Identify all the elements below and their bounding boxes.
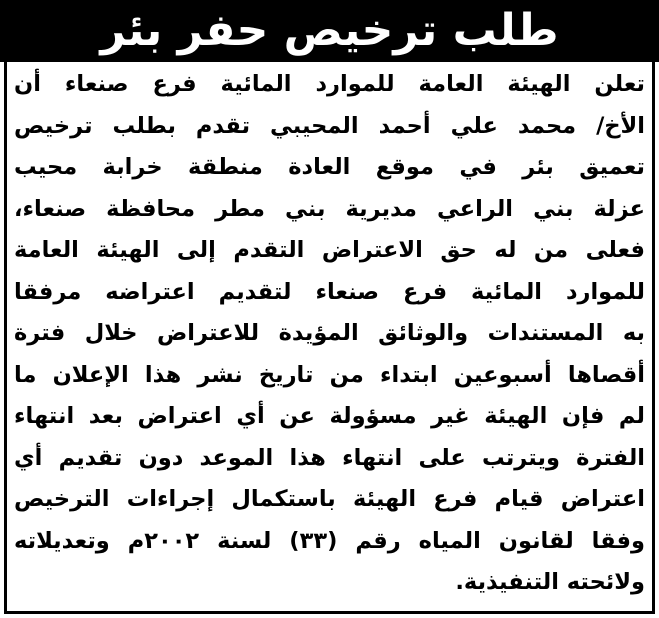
body-line-6: للموارد المائية فرع صنعاء لتقديم اعتراضه مرفقا	[14, 278, 645, 305]
notice-body	[14, 64, 645, 604]
body-line-9: لم فإن الهيئة غير مسؤولة عن أي اعتراض بعد انتهاء	[14, 403, 645, 429]
body-line-5: فعلى من له حق الاعتراض التقدم إلى الهيئة العامة	[14, 237, 645, 263]
body-line-10: الفترة ويترتب على انتهاء هذا الموعد دون تقديم أي	[14, 444, 645, 471]
body-line-2: الأخ/ محمد علي أحمد المحيبي تقدم بطلب ترخيص	[14, 112, 645, 139]
notice-title: طلب ترخيص حفر بئر	[100, 5, 559, 56]
body-line-8: أقصاها أسبوعين ابتداء من تاريخ نشر هذا الإعلان ما	[14, 361, 645, 388]
body-line-12: وفقا لقانون المياه رقم (٣٣) لسنة ٢٠٠٢م وتعديلاته	[14, 527, 645, 554]
title-bar	[0, 0, 659, 62]
body-line-11: اعتراض قيام فرع الهيئة باستكمال إجراءات الترخيص	[14, 486, 645, 512]
body-line-3: تعميق بئر في موقع العادة منطقة خرابة محيب	[14, 154, 645, 180]
body-line-4: عزلة بني الراعي مديرية بني مطر محافظة صنعاء،	[14, 195, 645, 222]
body-line-1: تعلن الهيئة العامة للموارد المائية فرع صنعاء أن	[14, 71, 645, 97]
body-line-7: به المستندات والوثائق المؤيدة للاعتراض خلال فترة	[14, 320, 645, 346]
body-line-13: ولائحته التنفيذية.	[455, 569, 645, 595]
